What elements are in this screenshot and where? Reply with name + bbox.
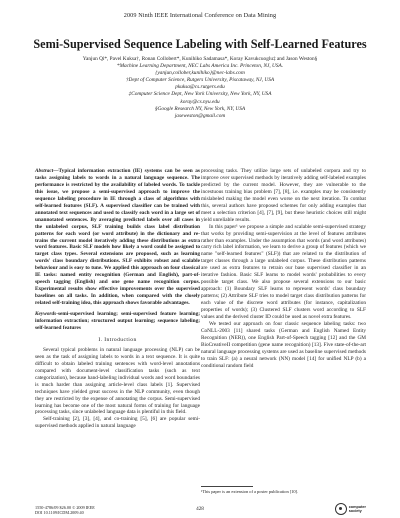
logo-text-line1: computer (348, 504, 366, 509)
footnote: ¹This paper is an extension of a poster publication [10]. (201, 489, 299, 494)
right-paragraph-2: In this paper¹ we propose a simple and scalable semi-supervised strategy that works by providing semi-supervision at the level of features attributes rather than examples. Under the assumption that words (and word attributes) carry rich label information, we learn to derive a group of features (which we name "self-learned features" (SLF)) that are related to the distribution of target classes through a large unlabeled corpus. These distribution patterns are used as extra features to retrain our base supervised classifier in an iterative fashion. Basic SLF learns to model words' probabilities to every possible target class. We also propose several extensions to our basic approach: (1) Boundary SLF learns to represent words' class boundary patterns; (2) Attribute SLF tries to model target class distribution patterns for each value of the discrete word attributes (for instance, capitalization properties of words); (3) Clustered SLF clusters word according to SLF values and the derived cluster ID could be used as novel extra features. (201, 223, 366, 321)
right-paragraph-1: processing tasks. They utilize large sets of unlabeled corpora and try to improve over supervised methods by iteratively adding self-labeled examples predicted by the current model. However, they are vulnerable to the incestuous training bias problem [7], [8], i.e. examples may be consistently mislabeled making the model even worse on the next iteration. To combat this, several authors have proposed schemes for only adding examples that meet a selection criterion [4], [7], [9], but these heuristic choices still might yield unreliable results. (201, 168, 366, 223)
conference-header: 2009 Ninth IEEE International Conference on Data Mining (123, 12, 277, 19)
paper-title: Semi-Supervised Sequence Labeling with Self-Learned Features (33, 37, 367, 51)
affiliation-2: †Dept of Computer Science, Rutgers University, Piscataway, NJ, USA (125, 77, 275, 84)
ieee-computer-society-logo (335, 503, 366, 515)
affiliation-4-email: jaseweston@gmail.com (174, 112, 226, 119)
right-column (201, 168, 366, 370)
affiliation-3-email: koray@cs.nyu.edu (180, 98, 220, 105)
logo-text-line2: society (348, 509, 362, 513)
intro-paragraph-1: Several typical problems in natural language processing (NLP) can be seen as the task of assigning labels to words in a text sequence. It is quite difficult to obtain labeled training sentences with word-level annotations compared with document-level classification tasks (such as text categorization), because hand-labeling individual words and word boundaries is much harder than assigning article-level class labels [1]. Supervised techniques have yielded great success in the NLP community, even though they are restricted by the expense of annotating the corpus. Semi-supervised learning has become one of the most natural forms of training for language processing tasks, since unlabeled language data is plentiful in this field. (35, 346, 200, 416)
affiliation-3: ‡Computer Science Dept, New York University, New York, NY, USA (128, 91, 272, 98)
affiliation-1: *Machine Learning Department, NEC Labs America Inc. Princeton, NJ, USA. (116, 63, 284, 70)
affiliation-2-email: pkuksa@cs.rutgers.edu (175, 84, 225, 91)
right-paragraph-3: We tested our approach on four classic sequence labeling tasks: two CoNLL-2003 [11] shared tasks (German and English Named Entity Recognition (NER)), one English Part-of-Speech tagging [12] and the GM BioCreativeII competition (gene name recognition) [13]. Five state-of-the-art natural language processing systems are used as baseline supervised methods to train SLF: (a) a neural network (NN) model [14] for unified NLP (b) a conditional random field (201, 320, 366, 369)
footnote-rule (201, 486, 253, 487)
ieee-logo-icon (335, 503, 347, 515)
section-title-introduction: I. Introduction (98, 336, 137, 343)
copyright-line: 1550-4786/09 $26.00 © 2009 IEEE (35, 505, 95, 510)
abstract-text: —Typical information extraction (IE) systems can be seen as tasks assigning labels to words in a natural language sequence. The performance is restricted by the availability of labeled words. To tackle this issue, we propose a semi-supervised approach to improve the sequence labeling procedure in IE through a class of algorithms with self-learned features (SLF). A supervised classifier can be trained with annotated text sequences and used to classify each word in a large set of unannotated sentences. By averaging predicted labels over all cases in the unlabeled corpus, SLF training builds class label distribution patterns for each word (or word attribute) in the dictionary and re-trains the current model iteratively adding these distributions as extra word features. Basic SLF models how likely a word could be assigned to target class types. Several extensions are proposed, such as learning words' class boundary distributions. SLF exhibits robust and scalable behaviour and is easy to tune. We applied this approach on four classical IE tasks: named entity recognition (German and English), part-of-speech tagging (English) and one gene name recognition corpus. Experimental results show effective improvements over the supervised baselines on all tasks. In addition, when compared with the closely related self-training idea, this approach shows favorable advantages. (35, 168, 200, 307)
keywords-label: Keywords (35, 311, 57, 318)
abstract (35, 168, 200, 307)
intro-paragraph-2: Self-training [2], [3], [4], and co-training [5], [6] are popular semi-supervised methods applied in natural language (35, 416, 200, 430)
keywords-text: -semi-supervised learning; semi-supervised feature learning; information extraction; structured output learning; sequence labeling; self-learned features (35, 311, 200, 331)
keywords (35, 311, 200, 332)
logo-text (349, 505, 366, 513)
affiliation-4: §Google Research NY, New York, NY, USA (154, 105, 246, 112)
author-names: Yanjun Qi*, Pavel Kuksa†, Ronan Collobert*, Kunihiko Sadamasa*, Koray Kavukcuoglu‡ and Jason Weston§ (82, 56, 318, 62)
abstract-label: Abstract (35, 168, 54, 174)
doi-line: DOI 10.1109/ICDM.2009.40 (35, 510, 84, 516)
left-column (35, 168, 200, 430)
page-number: 428 (196, 506, 204, 512)
affiliation-1-email: {yanjun,collober,kunihiko}@nec-labs.com (155, 70, 245, 77)
author-block (40, 56, 360, 120)
